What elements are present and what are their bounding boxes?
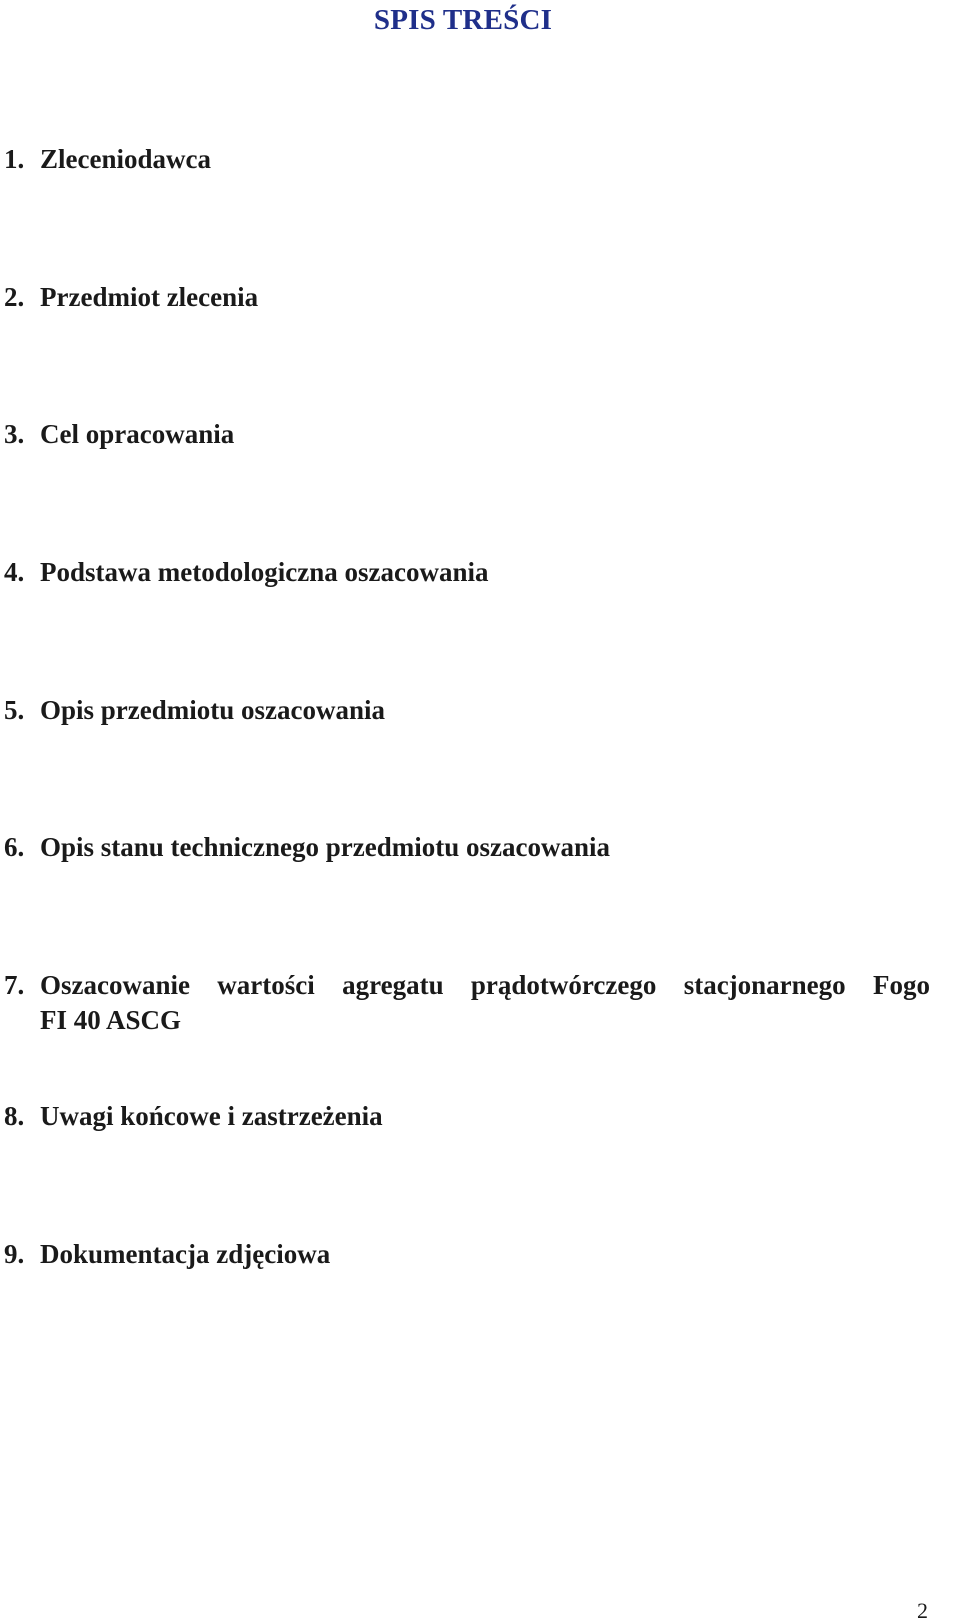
page-number: 2 xyxy=(917,1598,928,1623)
toc-item-label-line1: Oszacowanie wartości agregatu prądotwórczego stacjonarnego Fogo xyxy=(40,970,930,1000)
toc-item-label: Dokumentacja zdjęciowa xyxy=(40,1239,331,1269)
toc-item-number: 1. xyxy=(4,144,25,174)
toc-item-number: 6. xyxy=(4,832,25,862)
toc-item-label xyxy=(40,968,930,1038)
toc-item-number: 3. xyxy=(4,419,25,449)
toc-item-label: Zleceniodawca xyxy=(40,144,211,174)
toc-item-number: 5. xyxy=(4,695,25,725)
toc-item-label: Podstawa metodologiczna oszacowania xyxy=(40,557,489,587)
toc-item-label-line2: FI 40 ASCG xyxy=(40,1005,182,1035)
toc-item-number: 9. xyxy=(4,1239,25,1269)
toc-item-label: Uwagi końcowe i zastrzeżenia xyxy=(40,1101,383,1131)
toc-item-number: 7. xyxy=(4,970,25,1000)
toc-item-number: 2. xyxy=(4,282,25,312)
toc-item-label: Cel opracowania xyxy=(40,419,235,449)
toc-item-label: Przedmiot zlecenia xyxy=(40,282,259,312)
page-title: SPIS TREŚCI xyxy=(373,4,553,36)
toc-item-label: Opis stanu technicznego przedmiotu oszacowania xyxy=(40,832,610,862)
toc-item-label: Opis przedmiotu oszacowania xyxy=(40,695,386,725)
toc-item-number: 8. xyxy=(4,1101,25,1131)
toc-item-number: 4. xyxy=(4,557,25,587)
